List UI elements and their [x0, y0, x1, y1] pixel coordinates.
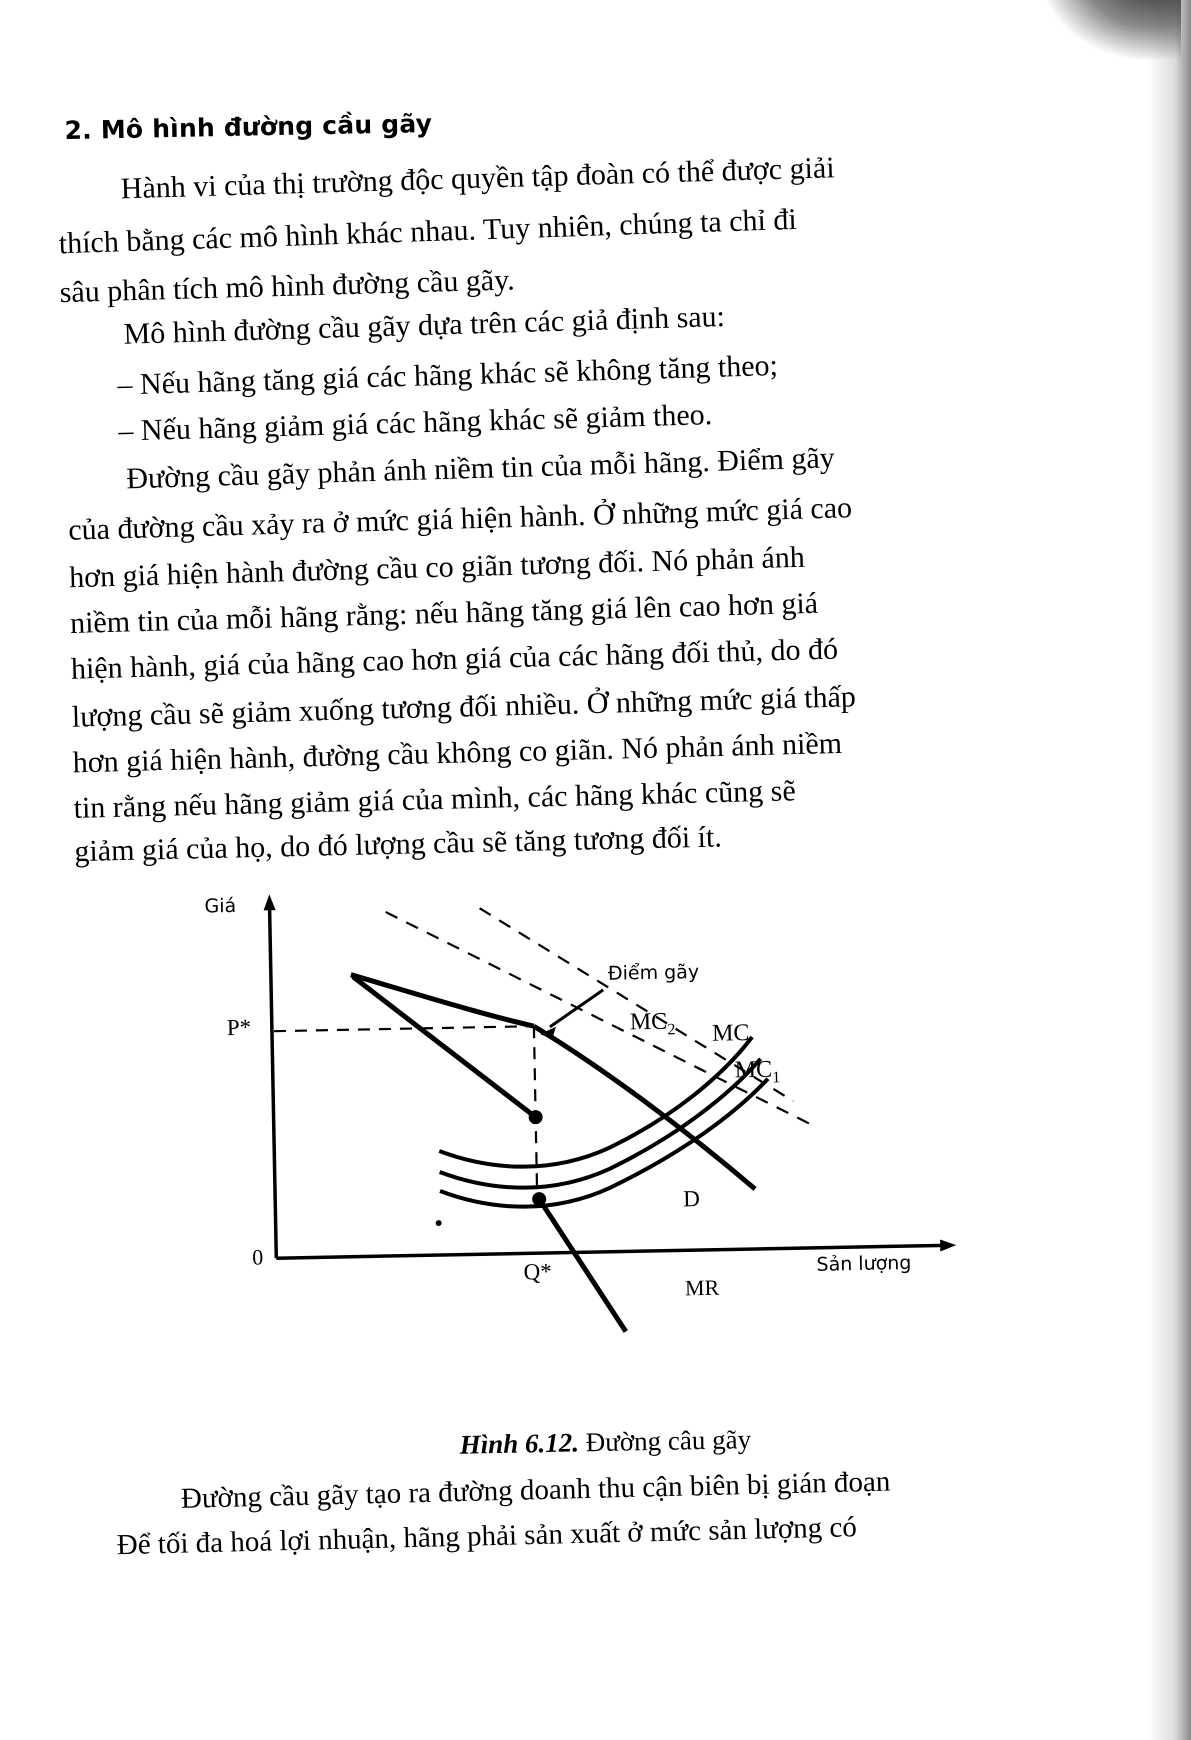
quantity-label: Q* [523, 1258, 552, 1285]
page-heading: 2. Mô hình đường cầu gãy [64, 108, 433, 146]
paragraph3-line-5: hiện hành, giá của hãng cao hơn giá của các hãng đối thủ, do đó [70, 632, 839, 686]
mc1-curve-label: $MC_1$ [734, 1056, 781, 1087]
paragraph3-line-2: của đường cầu xảy ra ở mức giá hiện hành. Ở những mức giá cao [67, 491, 853, 547]
paragraph3-line-7: hơn giá hiện hành, đường cầu không co giãn. Nó phản ánh niềm [72, 726, 843, 780]
axis-label-x: Sản lượng [816, 1252, 912, 1276]
demand-curve-label: D [683, 1186, 701, 1212]
figure-caption [10, 1415, 1191, 1469]
price-label: P* [226, 1014, 252, 1041]
paragraph3-line-4: niềm tin của mỗi hãng rằng: nếu hãng tăng giá lên cao hơn giá [69, 586, 819, 640]
paragraph3-line-1: Đường cầu gãy phản ánh niềm tin của mỗi hãng. Điểm gãy [125, 441, 836, 496]
paragraph3-line-6: lượng cầu sẽ giảm xuống tương đối nhiều. Ở những mức giá thấp [71, 680, 857, 734]
paragraph3-line-9: giảm giá của họ, do đó lượng cầu sẽ tăng tương đối ít. [74, 820, 723, 869]
paragraph1-line-2: thích bằng các mô hình khác nhau. Tuy nhiên, chúng ta chỉ đi [58, 202, 798, 261]
paragraph2-line-1: Mô hình đường cầu gãy dựa trên các giả định sau: [123, 299, 726, 351]
paragraph1-line-1: Hành vi của thị trường độc quyền tập đoàn có thể được giải [120, 151, 835, 206]
origin-label: 0 [252, 1244, 264, 1270]
bullet-item-1: – Nếu hãng tăng giá các hãng khác sẽ không tăng theo; [117, 348, 779, 402]
figure-caption-text: Đường câu gãy [578, 1424, 752, 1458]
mr-curve-label: MR [684, 1274, 720, 1301]
axis-label-y: Giá [204, 894, 237, 918]
kink-point-label: Điểm gãy [607, 961, 700, 985]
mc2-curve-label: $MC_2$ [629, 1008, 676, 1039]
paragraph1-line-3: sâu phân tích mô hình đường cầu gãy. [59, 263, 516, 310]
footer-line-2: Để tối đa hoá lợi nhuận, hãng phải sản xuất ở mức sản lượng có [116, 1511, 858, 1562]
paragraph3-line-3: hơn giá hiện hành đường cầu co giãn tương đối. Nó phản ánh [68, 540, 806, 595]
bullet-item-2: – Nếu hãng giảm giá các hãng khác sẽ giảm theo. [117, 398, 713, 448]
figure-caption-number: Hình 6.12. [459, 1427, 580, 1460]
footer-line-1: Đường cầu gãy tạo ra đường doanh thu cận biên bị gián đoạn [180, 1465, 891, 1515]
paragraph3-line-8: tin rằng nếu hãng giảm giá của mình, các hãng khác cũng sẽ [73, 774, 797, 825]
figure-kinked-demand-curve [149, 872, 1028, 1359]
mc-curve-label: MC [711, 1020, 750, 1047]
